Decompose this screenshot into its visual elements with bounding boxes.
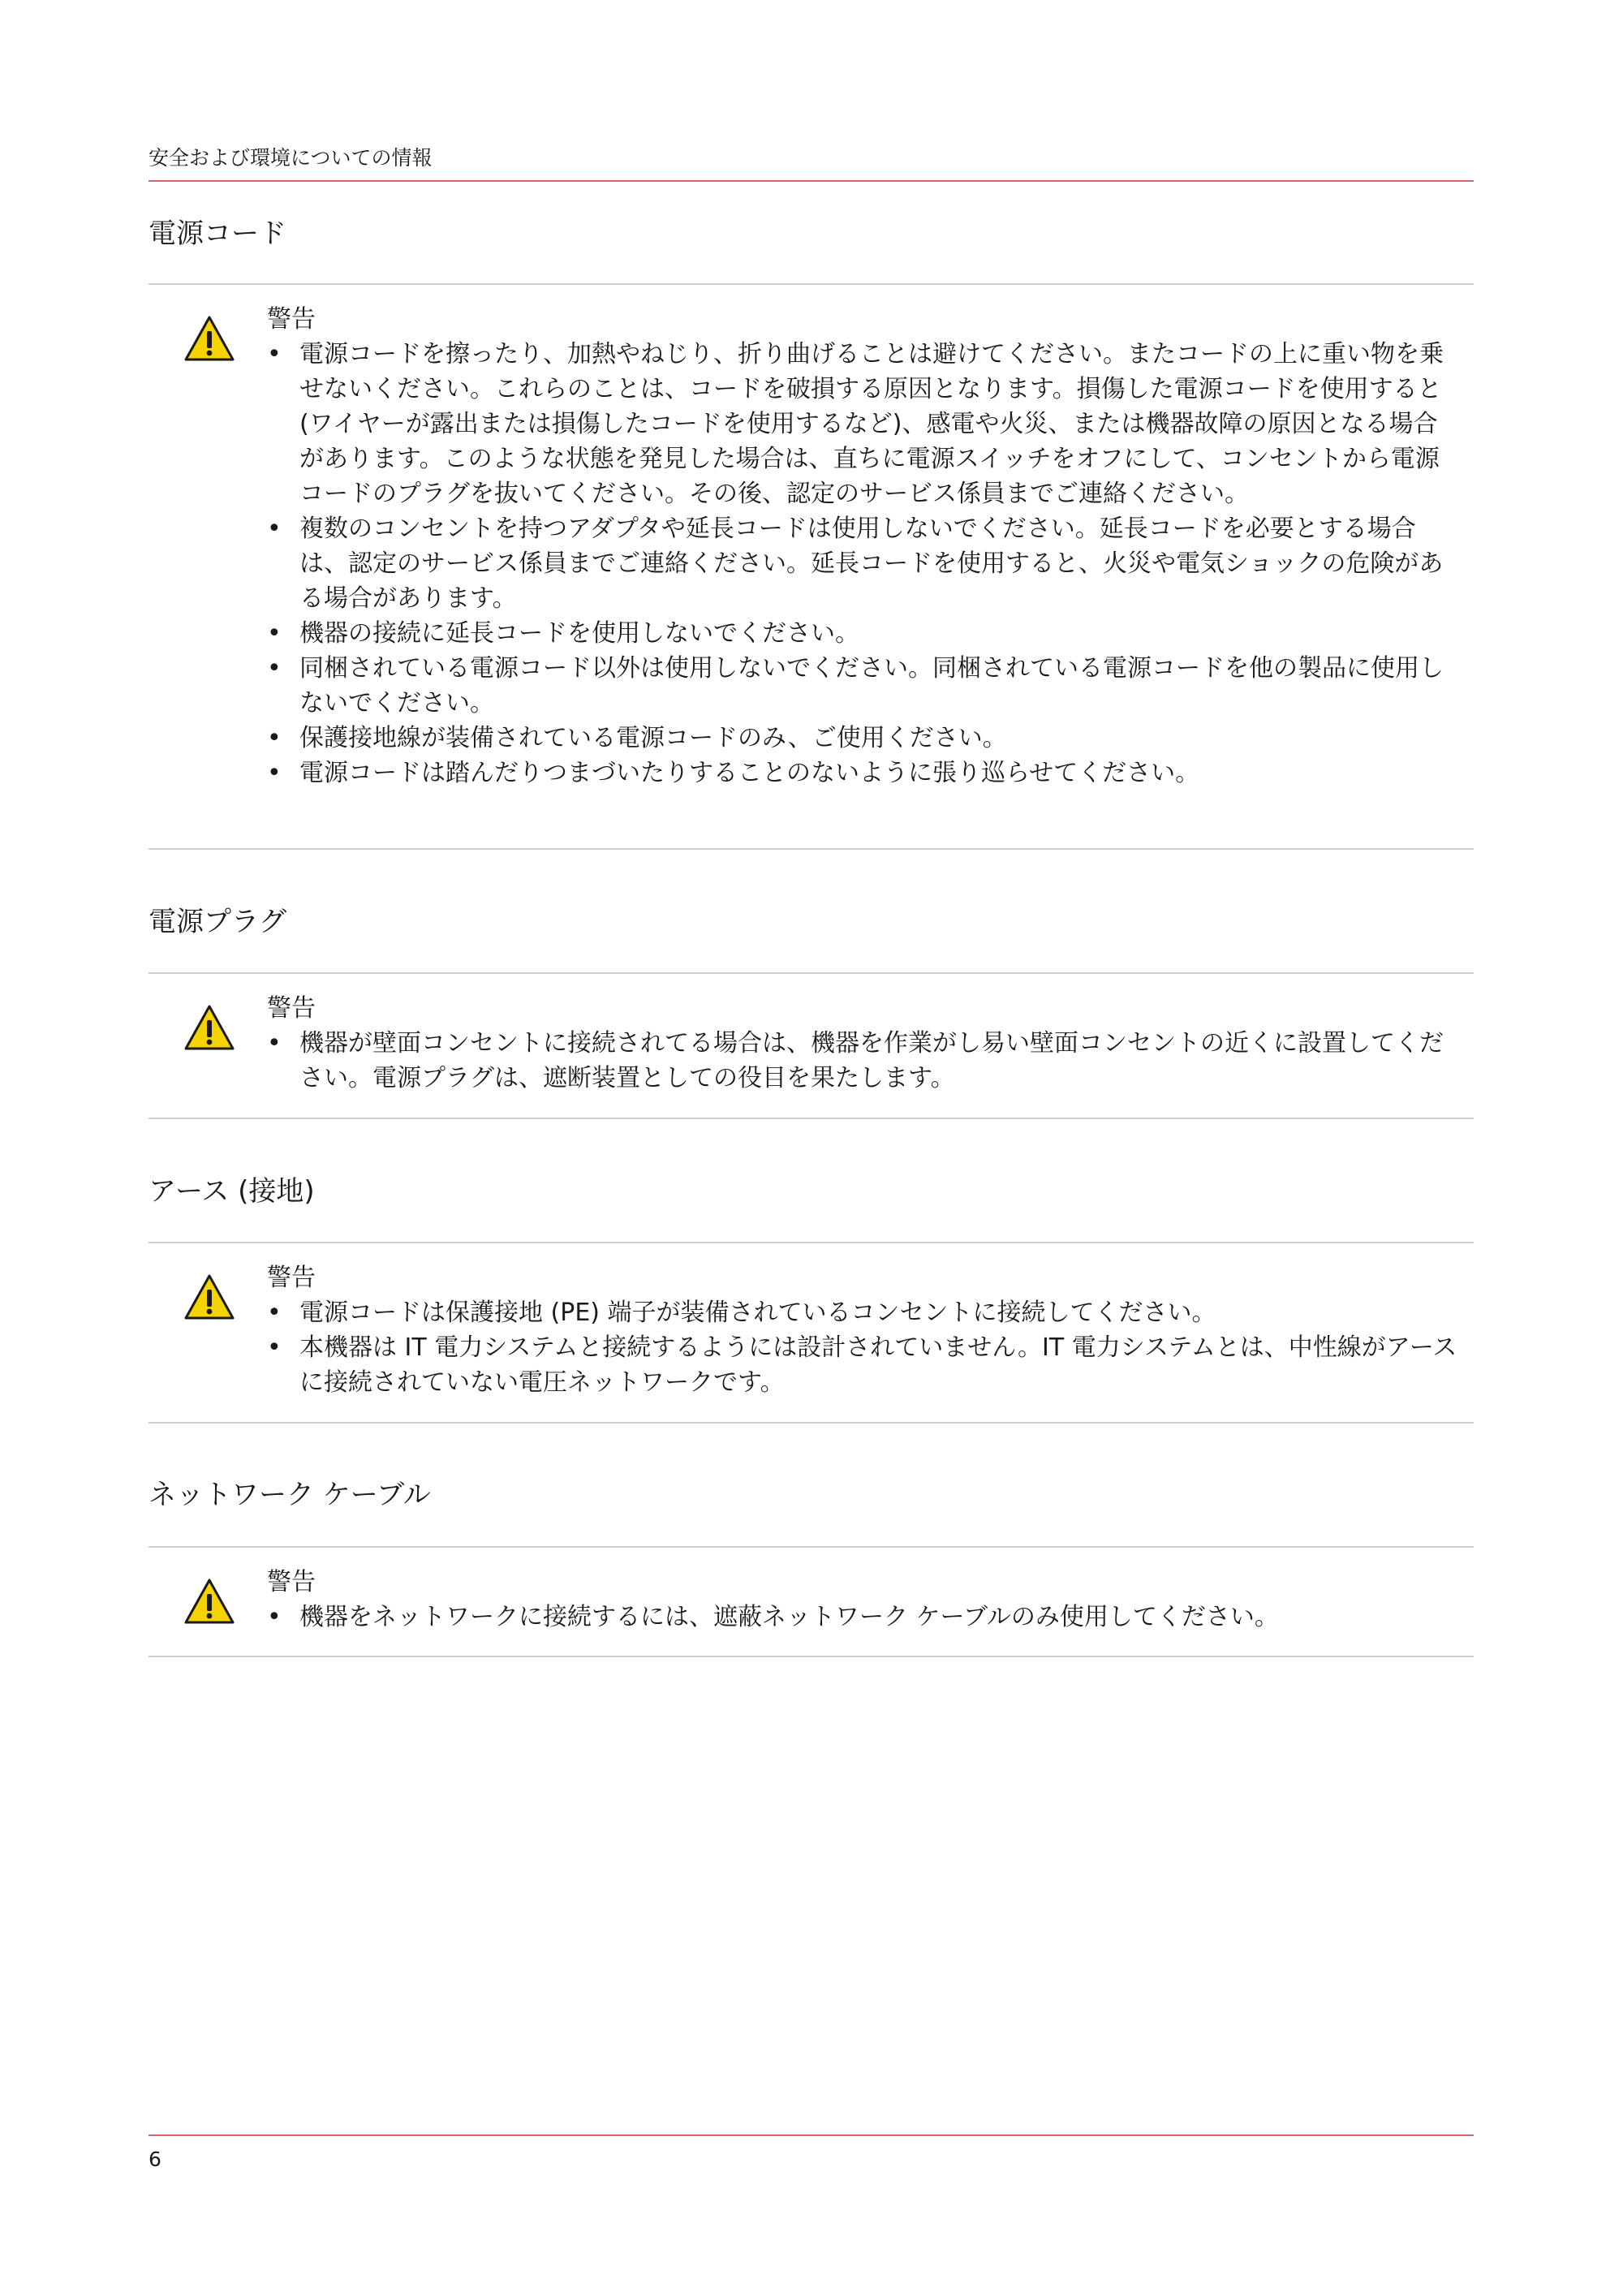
list-item [267, 616, 1458, 651]
footer-divider [149, 2134, 1474, 2136]
bullet: • [267, 1603, 282, 1631]
list-item [267, 756, 1458, 790]
header-divider [149, 180, 1474, 182]
header-title: 安全および環境についての情報 [149, 146, 433, 170]
list-item [267, 651, 1458, 721]
bullet: • [267, 1299, 282, 1327]
warning-list [267, 1600, 1458, 1635]
warning-block [149, 303, 1474, 830]
warning-list [267, 337, 1458, 790]
warning-label: 警告 [267, 1264, 316, 1292]
section-title: 電源コード [149, 218, 286, 250]
bullet: • [267, 515, 282, 543]
section-title: アース (接地) [149, 1175, 315, 1208]
bullet: • [267, 654, 282, 683]
section-divider-top [149, 1546, 1474, 1548]
bullet: • [267, 340, 282, 368]
section-divider-bottom [149, 1422, 1474, 1424]
bullet: • [267, 1029, 282, 1058]
page-number: 6 [149, 2147, 161, 2171]
list-item-text: 機器をネットワークに接続するには、遮蔽ネットワーク ケーブルのみ使用してください。 [299, 1603, 1279, 1631]
warning-triangle-icon [183, 1578, 235, 1625]
warning-triangle-icon [183, 1273, 235, 1320]
section-divider-bottom [149, 1118, 1474, 1119]
list-item-text: 複数のコンセントを持つアダプタや延長コードは使用しないでください。延長コードを必要とする場合は、認定のサービス係員までご連絡ください。延長コードを使用すると、火災や電気ショックの危険がある場合があります。 [299, 515, 1444, 613]
warning-triangle-icon [183, 1004, 235, 1051]
list-item [267, 721, 1458, 756]
bullet: • [267, 1333, 282, 1362]
section-divider-bottom [149, 848, 1474, 850]
list-item [267, 1600, 1458, 1635]
warning-label: 警告 [267, 1568, 316, 1596]
list-item-text: 機器の接続に延長コードを使用しないでください。 [299, 619, 859, 648]
warning-block [149, 1566, 1474, 1655]
section-title: 電源プラグ [149, 906, 286, 938]
list-item [267, 337, 1458, 511]
list-item-text: 保護接地線が装備されている電源コードのみ、ご使用ください。 [299, 724, 1007, 752]
bullet: • [267, 619, 282, 648]
section-divider-bottom [149, 1656, 1474, 1657]
warning-block [149, 1261, 1474, 1403]
bullet: • [267, 759, 282, 787]
list-item [267, 1330, 1458, 1400]
warning-label: 警告 [267, 994, 316, 1023]
list-item-text: 同梱されている電源コード以外は使用しないでください。同梱されている電源コードを他の製品に使用しないでください。 [299, 654, 1444, 717]
list-item-text: 電源コードを擦ったり、加熱やねじり、折り曲げることは避けてください。またコードの上に重い物を乗せないください。これらのことは、コードを破損する原因となります。損傷した電源コードを使用すると (ワイヤーが露出または損傷したコードを使用するなど)、感電や火災、または機器故障の原因となる場合があります。このような状態を発見した場合は、直ちに電源スイッチをオフにして、コンセントから電源コードのプラグを抜いてください。その後、認定のサービス係員までご連絡ください。 [299, 340, 1444, 508]
warning-list [267, 1295, 1458, 1400]
section-divider-top [149, 972, 1474, 974]
warning-triangle-icon [183, 315, 235, 362]
list-item-text: 本機器は IT 電力システムと接続するようには設計されていません。IT 電力システムとは、中性線がアースに接続されていない電圧ネットワークです。 [299, 1333, 1457, 1397]
list-item [267, 1026, 1458, 1096]
list-item-text: 電源コードは保護接地 (PE) 端子が装備されているコンセントに接続してください。 [299, 1299, 1216, 1327]
list-item [267, 1295, 1458, 1330]
section-title: ネットワーク ケーブル [149, 1479, 431, 1511]
bullet: • [267, 724, 282, 752]
warning-block [149, 992, 1474, 1097]
section-divider-top [149, 1242, 1474, 1243]
warning-label: 警告 [267, 305, 316, 334]
section-divider-top [149, 283, 1474, 285]
list-item-text: 機器が壁面コンセントに接続されてる場合は、機器を作業がし易い壁面コンセントの近くに設置してください。電源プラグは、遮断装置としての役目を果たします。 [299, 1029, 1444, 1092]
list-item-text: 電源コードは踏んだりつまづいたりすることのないように張り巡らせてください。 [299, 759, 1200, 787]
warning-list [267, 1026, 1458, 1096]
list-item [267, 511, 1458, 616]
